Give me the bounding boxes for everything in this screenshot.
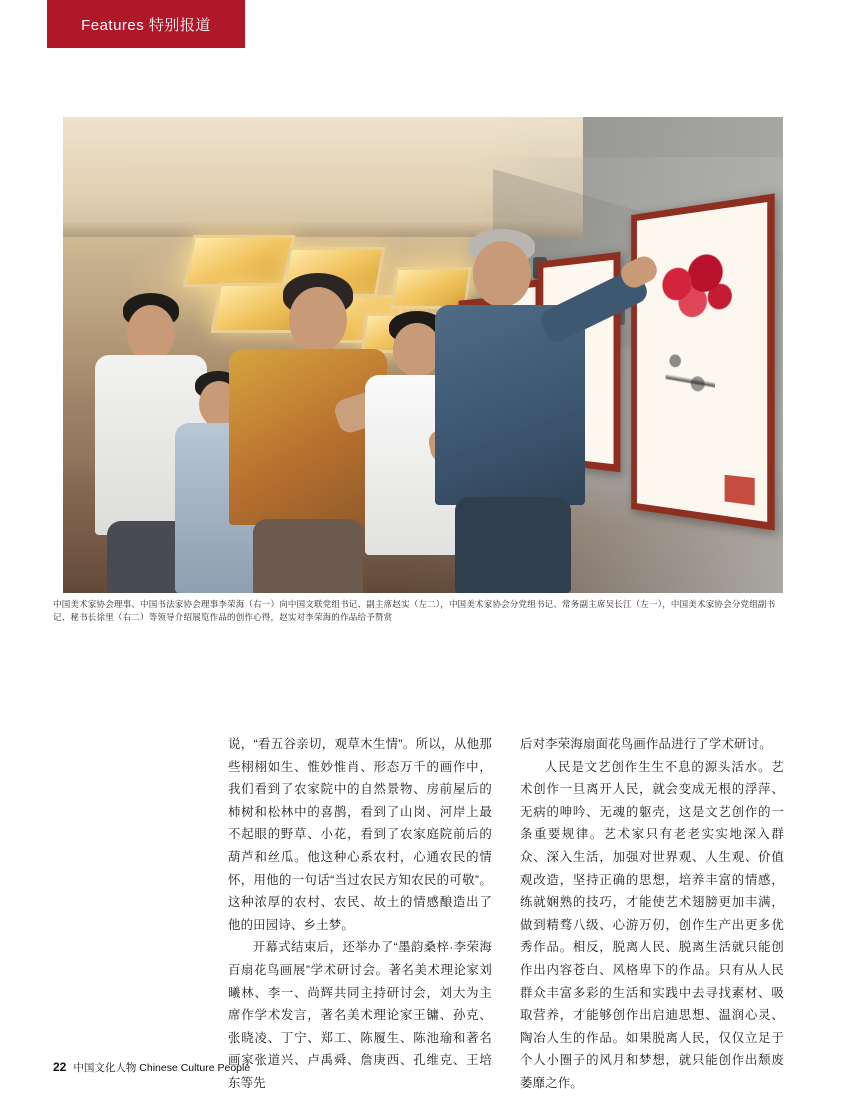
article-column-right [520, 733, 784, 1095]
exhibition-visit-photo [63, 117, 783, 593]
peony-stem [666, 332, 715, 430]
paragraph: 说，“看五谷亲切，观草木生情”。所以，从他那些栩栩如生、惟妙惟肖、形态万千的画作中，我们看到了农家院中的自然景物、房前屋后的柿树和松林中的喜鹊，看到了山岗、河岸上最不起眼的野草、小花，看到了农家庭院前后的葫芦和丝瓜。他这种心系农村，心通农民的情怀，用他的一句话“当过农民方知农民的可敬”。这种浓厚的农村、农民、故土的情感酿造出了他的田园诗、乡土梦。 [228, 737, 492, 932]
paragraph: 开幕式结束后，还举办了“墨韵桑梓·李荣海百扇花鸟画展”学术研讨会。著名美术理论家刘曦林、李一、尚辉共同主持研讨会，刘大为主席作学术发言，著名美术理论家王镛、孙克、张晓凌、丁宁、郑工、陈履生、陈池瑜和著名画家张道兴、卢禹舜、詹庚西、孔维克、王培东等先 [228, 940, 492, 1090]
section-header-tab [47, 0, 245, 48]
paragraph: 后对李荣海扇面花鸟画作品进行了学术研讨。 [520, 737, 772, 751]
photo-caption: 中国美术家协会理事、中国书法家协会理事李荣海（右一）向中国文联党组书记、副主席赵实（左二），中国美术家协会分党组书记、常务副主席吴长江（左一），中国美术家协会分党组副书记、秘书长徐里（右二）等领导介绍展览作品的创作心得，赵实对李荣海的作品给予赞赏 [53, 599, 776, 622]
page-footer [53, 1060, 250, 1075]
article-body [228, 733, 784, 1095]
paragraph: 人民是文艺创作生生不息的源头活水。艺术创作一旦离开人民，就会变成无根的浮萍、无病的呻吟、无魂的躯壳，这是文艺创作的一条重要规律。艺术家只有老老实实地深入群众、深入生活，加强对世界观、人生观、价值观改造，坚持正确的思想，培养丰富的情感，练就娴熟的技巧，才能使艺术翅膀更加丰满，做到精骛八级、心游万仞，创作生产出更多优秀作品。相反，脱离人民、脱离生活就只能创作出内容苍白、风格卑下的作品。只有从人民群众丰富多彩的生活和实践中去寻找素材、吸取营养，才能够创作出启迪思想、温润心灵、陶冶人生的作品。如果脱离人民，仅仅立足于个人小圈子的风月和梦想，就只能创作出颓废萎靡之作。 [520, 759, 784, 1090]
framed-artwork-peony [631, 193, 774, 530]
photo-scene [63, 117, 783, 593]
red-seal-icon [725, 475, 755, 506]
section-header-label: Features 特别报道 [81, 16, 211, 34]
page-number: 22 [53, 1060, 67, 1074]
peony-painting [652, 243, 741, 335]
person-figure-main [435, 223, 635, 593]
article-column-left [228, 733, 492, 1095]
publication-name: 中国文化人物 Chinese Culture People [73, 1062, 251, 1074]
